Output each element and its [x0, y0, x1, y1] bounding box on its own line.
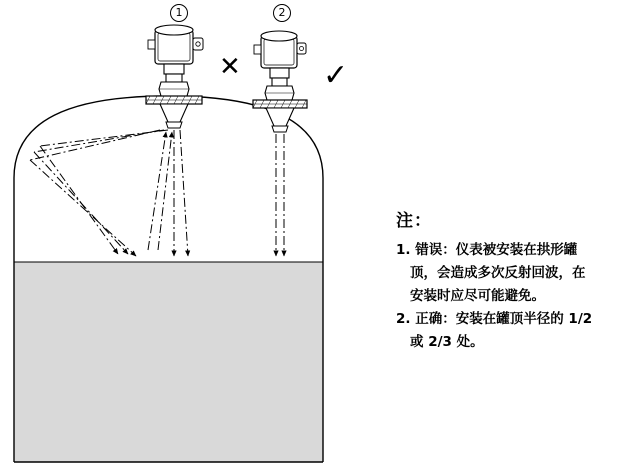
correct-mark-icon: ✓: [323, 58, 349, 93]
note-line-4: 2. 正确：安装在罐顶半径的 1/2: [396, 311, 593, 327]
note-line-1: 1. 错误：仪表被安装在拱形罐: [396, 242, 578, 258]
callout-number-2: 2: [273, 4, 291, 22]
instrument-2-radar-meter: [253, 31, 307, 132]
note-title: 注：: [396, 211, 432, 231]
callout-number-1: 1: [170, 4, 188, 22]
note-line-3: 安装时应尽可能避免。: [410, 288, 545, 304]
echo-path-instrument-2: [276, 134, 284, 256]
liquid-fill: [14, 262, 323, 462]
echo-return-paths-instrument-1: [148, 132, 172, 250]
tank-outline: [14, 96, 323, 462]
instrument-1-radar-meter: [146, 25, 203, 128]
note-block: [396, 206, 620, 354]
wrong-mark-icon: ✕: [219, 52, 241, 82]
note-line-5: 或 2/3 处。: [410, 334, 484, 350]
note-line-2: 顶，会造成多次反射回波，在: [410, 265, 586, 281]
